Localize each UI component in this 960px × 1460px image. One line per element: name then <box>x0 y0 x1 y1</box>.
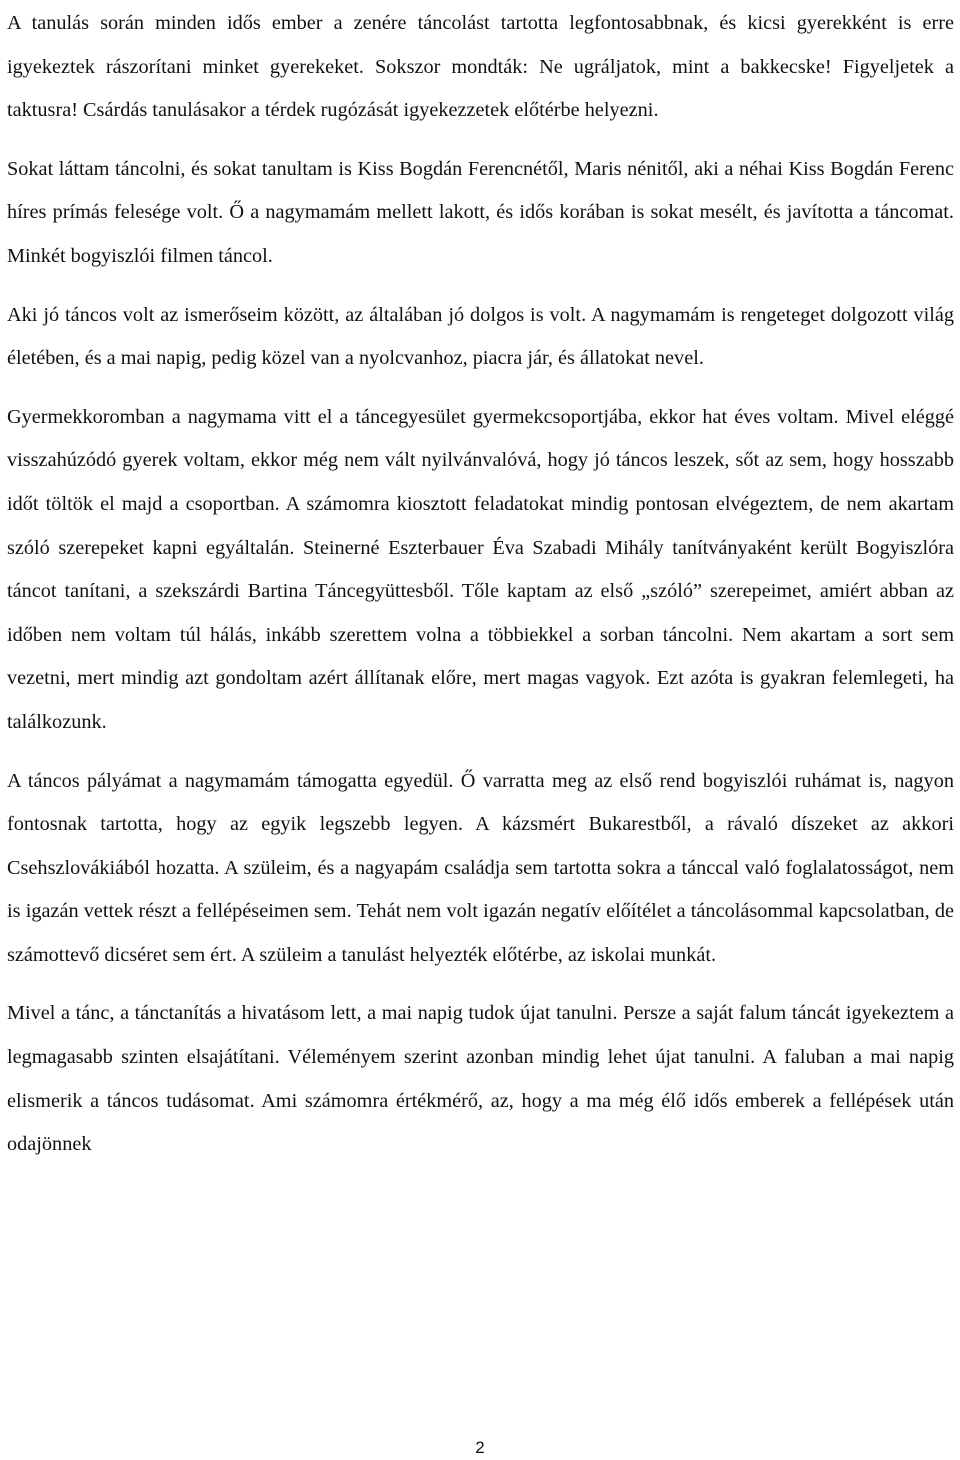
paragraph-good-dancer: Aki jó táncos volt az ismerőseim között, az általában jó dolgos is volt. A nagymamám is rengeteget dolgozott világ életében, és a mai napig, pedig közel van a nyolcvanhoz, piacra jár, és állatokat nevel. <box>7 303 954 370</box>
paragraph-kiss-bogdan: Sokat láttam táncolni, és sokat tanultam is Kiss Bogdán Ferencnétől, Maris nénitől, aki a néhai Kiss Bogdán Ferenc híres prímás felesége volt. Ő a nagymamám mellett lakott, és idős korában is sokat mesélt, és javította a táncomat. Minkét bogyiszlói filmen táncol. <box>7 157 954 267</box>
document-page <box>7 2 954 1182</box>
paragraph-dance-learning: A tanulás során minden idős ember a zenére táncolást tartotta legfontosabbnak, és kicsi gyerekként is erre igyekeztek rászorítani minket gyerekeket. Sokszor mondták: Ne ugráljatok, mint a bakkecske! Figyeljetek a taktusra! Csárdás tanulásakor a térdek rugózását igyekezzetek előtérbe helyezni. <box>7 12 954 122</box>
paragraph-profession: Mivel a tánc, a tánctanítás a hivatásom lett, a mai napig tudok újat tanulni. Persze a saját falum táncát igyekeztem a legmagasabb szinten elsajátítani. Véleményem szerint azonban mindig lehet újat tanulni. A faluban a mai napig elismerik a táncos tudásomat. Ami számomra értékmérő, az, hogy a ma még élő idős emberek a fellépések után odajönnek <box>7 1002 954 1156</box>
paragraph-childhood: Gyermekkoromban a nagymama vitt el a táncegyesület gyermekcsoportjába, ekkor hat éves voltam. Mivel eléggé visszahúzódó gyerek voltam, ekkor még nem vált nyilvánvalóvá, hogy jó táncos leszek, sőt az sem, hogy hosszabb időt töltök el majd a csoportban. A számomra kiosztott feladatokat mindig pontosan elvégeztem, de nem akartam szóló szerepeket kapni egyáltalán. Steinerné Eszterbauer Éva Szabadi Mihály tanítványaként került Bogyiszlóra táncot tanítani, a szekszárdi Bartina Táncegyüttesből. Tőle kaptam az első „szóló” szerepeimet, amiért abban az időben nem voltam túl hálás, inkább szerettem volna a többiekkel a sorban táncolni. Nem akartam a sort sem vezetni, mert mindig azt gondoltam azért állítanak előre, mert magas vagyok. Ezt azóta is gyakran felemlegeti, ha találkozunk. <box>7 405 954 733</box>
page-number: 2 <box>475 1438 485 1457</box>
paragraph-grandmother-support: A táncos pályámat a nagymamám támogatta egyedül. Ő varratta meg az első rend bogyiszlói ruhámat is, nagyon fontosnak tartotta, hogy az egyik legszebb legyen. A kázsmért Bukarestből, a rávaló díszeket az akkori Csehszlovákiából hozatta. A szüleim, és a nagyapám családja sem tartotta sokra a tánccal való foglalatosságot, nem is igazán vettek részt a fellépéseimen sem. Tehát nem volt igazán negatív előítélet a táncolásommal kapcsolatban, de számottevő dicséret sem ért. A szüleim a tanulást helyezték előtérbe, az iskolai munkát. <box>7 769 954 966</box>
